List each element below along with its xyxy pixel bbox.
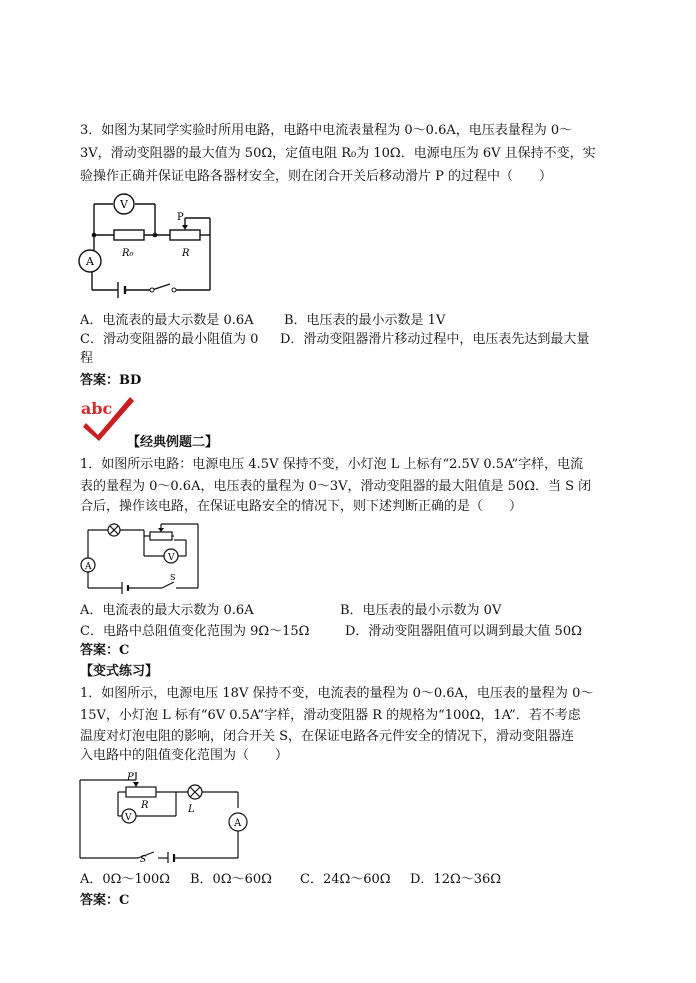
q3-answer: 答案：BD bbox=[80, 373, 142, 388]
variant-line-2: 15V，小灯泡 L 标有“6V 0.5A”字样，滑动变阻器 R 的规格为“100Ω，1A”．若不考虑 bbox=[80, 708, 581, 723]
example2-answer: 答案：C bbox=[80, 643, 130, 658]
example2-circuit-diagram bbox=[78, 520, 208, 595]
example2-line-2: 表的量程为 0～0.6A，电压表的量程为 0～3V，滑动变阻器的最大阻值是 50Ω．当 S 闭 bbox=[80, 479, 592, 494]
q3-resistor-r0 bbox=[114, 230, 144, 240]
variant-answer: 答案：C bbox=[80, 893, 130, 908]
q3-voltmeter-label: V bbox=[120, 198, 128, 211]
variant-circuit-diagram bbox=[78, 768, 253, 863]
example2-option-b: B．电压表的最小示数为 0V bbox=[340, 603, 502, 618]
variant-switch-label: S bbox=[140, 855, 147, 863]
variant-rheostat bbox=[126, 787, 156, 797]
example2-heading: 【经典例题二】 bbox=[127, 435, 219, 450]
q3-option-d-cont: 程 bbox=[80, 351, 94, 366]
q3-r0-label: R₀ bbox=[122, 248, 134, 259]
variant-line-4: 入电路中的阻值变化范围为（ ） bbox=[80, 748, 289, 763]
example2-option-c: C．电路中总阻值变化范围为 9Ω～15Ω bbox=[80, 624, 310, 639]
variant-option-b: B．0Ω～60Ω bbox=[190, 872, 272, 887]
example2-ammeter-label: A bbox=[85, 562, 92, 572]
variant-option-c: C．24Ω～60Ω bbox=[300, 872, 391, 887]
variant-option-a: A．0Ω～100Ω bbox=[80, 872, 171, 887]
q3-line-1: 3．如图为某同学实验时所用电路，电路中电流表量程为 0～0.6A，电压表量程为 0～ bbox=[80, 123, 573, 138]
q3-option-d: D．滑动变阻器滑片移动过程中，电压表先达到最大量 bbox=[280, 332, 590, 347]
q3-rheostat-r bbox=[170, 230, 200, 240]
variant-slider-label: P bbox=[127, 772, 134, 783]
example2-option-d: D．滑动变阻器阻值可以调到最大值 50Ω bbox=[345, 624, 582, 639]
q3-r-label: R bbox=[182, 248, 190, 259]
q3-option-b: B．电压表的最小示数是 1V bbox=[284, 313, 446, 328]
example2-line-1: 1．如图所示电路：电源电压 4.5V 保持不变，小灯泡 L 上标有“2.5V 0.5A”字样，电流 bbox=[80, 457, 584, 472]
example2-option-a: A．电流表的最大示数为 0.6A bbox=[80, 603, 254, 618]
q3-line-3: 验操作正确并保证电路各器材安全，则在闭合开关后移动滑片 P 的过程中（ ） bbox=[80, 169, 553, 184]
q3-option-c: C．滑动变阻器的最小阻值为 0 bbox=[80, 332, 259, 347]
abc-logo-text: abc bbox=[81, 399, 113, 418]
q3-line-2: 3V，滑动变阻器的最大值为 50Ω，定值电阻 R₀为 10Ω．电源电压为 6V 且保持不变，实 bbox=[80, 146, 596, 161]
variant-voltmeter-label: V bbox=[125, 813, 132, 823]
variant-ammeter-label: A bbox=[234, 818, 242, 829]
example2-switch-label: S bbox=[170, 573, 176, 582]
variant-line-1: 1．如图所示，电源电压 18V 保持不变，电流表的量程为 0～0.6A，电压表的量程为 0～ bbox=[80, 686, 594, 701]
variant-line-3: 温度对灯泡电阻的影响，闭合开关 S，在保证电路各元件安全的情况下，滑动变阻器连 bbox=[80, 729, 575, 744]
variant-lamp-label: L bbox=[188, 804, 195, 815]
variant-option-d: D．12Ω～36Ω bbox=[410, 872, 502, 887]
example2-rheostat bbox=[150, 532, 172, 540]
variant-r-label: R bbox=[141, 800, 149, 811]
q3-slider-label: P bbox=[177, 212, 184, 223]
q3-option-a: A．电流表的最大示数是 0.6A bbox=[80, 313, 254, 328]
q3-ammeter-label: A bbox=[86, 255, 94, 268]
example2-voltmeter-label: V bbox=[168, 553, 175, 563]
variant-heading: 【变式练习】 bbox=[80, 664, 159, 679]
example2-line-3: 合后，操作该电路，在保证电路安全的情况下，则下述判断正确的是（ ） bbox=[80, 499, 523, 514]
q3-circuit-diagram bbox=[78, 190, 218, 305]
